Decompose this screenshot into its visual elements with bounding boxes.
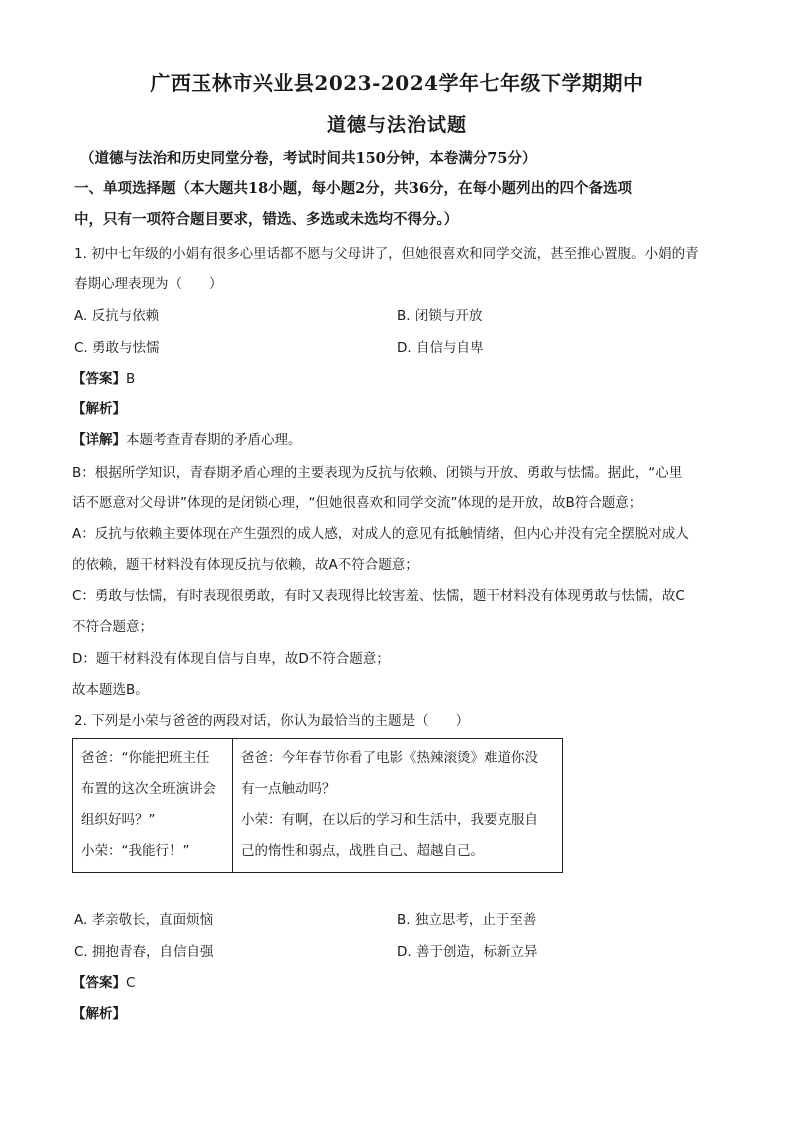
dialog-line: 小荣：有啊，在以后的学习和生活中，我要克服自 (241, 812, 538, 828)
q1-answer (72, 364, 732, 394)
dialog-line: 组织好吗？” (81, 812, 156, 828)
exam-title: 广西玉林市兴业县2023-2024学年七年级下学期期中 (150, 71, 644, 95)
q1-explain-a-line2: 的依赖，题干材料没有体现反抗与依赖，故A不符合题意； (72, 557, 419, 573)
q2-option-d: D. 善于创造，标新立异 (397, 944, 538, 960)
q1-option-b: B. 闭锁与开放 (397, 308, 483, 324)
section-heading-line1: 一、单项选择题（本大题共18小题，每小题2分，共36分，在每小题列出的四个备选项 (74, 180, 632, 197)
q1-answer-tag: 【答案】 (72, 371, 126, 387)
q1-explain-d-line1: D：题干材料没有体现自信与自卑，故D不符合题意； (72, 651, 390, 667)
q2-answer (72, 968, 732, 998)
q1-stem-line2: 春期心理表现为（ ） (74, 276, 223, 292)
q1-option-c: C. 勇敢与怯懦 (74, 340, 160, 356)
q2-option-c: C. 拥抱青春，自信自强 (74, 944, 214, 960)
dialog-line: 小荣：“我能行！” (81, 843, 190, 859)
q1-detail-text: 本题考查青春期的矛盾心理。 (126, 432, 302, 448)
q1-option-a: A. 反抗与依赖 (74, 308, 160, 324)
q2-stem: 2. 下列是小荣与爸爸的两段对话，你认为最恰当的主题是（ ） (74, 713, 470, 729)
q2-option-a: A. 孝亲敬长，直面烦恼 (74, 912, 214, 928)
q2-dialog-table (72, 738, 563, 873)
q1-explain-b-line1: B：根据所学知识，青春期矛盾心理的主要表现为反抗与依赖、闭锁与开放、勇敢与怯懦。据此，“心里 (72, 465, 683, 481)
q1-detail (72, 425, 732, 455)
q1-stem-line1: 1. 初中七年级的小娟有很多心里话都不愿与父母讲了，但她很喜欢和同学交流，甚至推心置腹。小娟的青 (74, 246, 699, 262)
q1-explain-c-line2: 不符合题意； (72, 619, 153, 635)
q1-explain-a-line1: A：反抗与依赖主要体现在产生强烈的成人感，对成人的意见有抵触情绪，但内心并没有完全摆脱对成人 (72, 526, 689, 542)
q2-dialog-left-cell (73, 739, 233, 873)
dialog-line: 己的惰性和弱点，战胜自己、超越自己。 (241, 843, 484, 859)
dialog-line: 爸爸：“你能把班主任 (81, 750, 210, 766)
q1-answer-value: B (126, 371, 136, 387)
dialog-line: 有一点触动吗？ (241, 781, 336, 797)
q1-analysis-tag: 【解析】 (72, 401, 126, 417)
table-row (73, 739, 563, 873)
q2-answer-tag: 【答案】 (72, 975, 126, 991)
q2-answer-value: C (126, 975, 136, 991)
q1-explain-b-line2: 话不愿意对父母讲”体现的是闭锁心理，“但她很喜欢和同学交流”体现的是开放，故B符合题意； (72, 495, 643, 511)
q1-option-d: D. 自信与自卑 (397, 340, 484, 356)
exam-note: （道德与法治和历史同堂分卷，考试时间共150分钟，本卷满分75分） (80, 150, 537, 167)
q1-conclusion: 故本题选B。 (72, 682, 149, 698)
exam-subtitle: 道德与法治试题 (326, 114, 467, 136)
section-heading-line2: 中，只有一项符合题目要求，错选、多选或未选均不得分。） (74, 211, 459, 228)
q2-option-b: B. 独立思考，止于至善 (397, 912, 537, 928)
q2-analysis-tag: 【解析】 (72, 1006, 126, 1022)
dialog-line: 爸爸：今年春节你看了电影《热辣滚烫》难道你没 (241, 750, 538, 766)
dialog-line: 布置的这次全班演讲会 (81, 781, 216, 797)
q1-explain-c-line1: C：勇敢与怯懦，有时表现很勇敢，有时又表现得比较害羞、怯懦，题干材料没有体现勇敢与怯懦，故C (72, 588, 685, 604)
q1-detail-tag: 【详解】 (72, 432, 126, 448)
q2-dialog-right-cell (233, 739, 563, 873)
